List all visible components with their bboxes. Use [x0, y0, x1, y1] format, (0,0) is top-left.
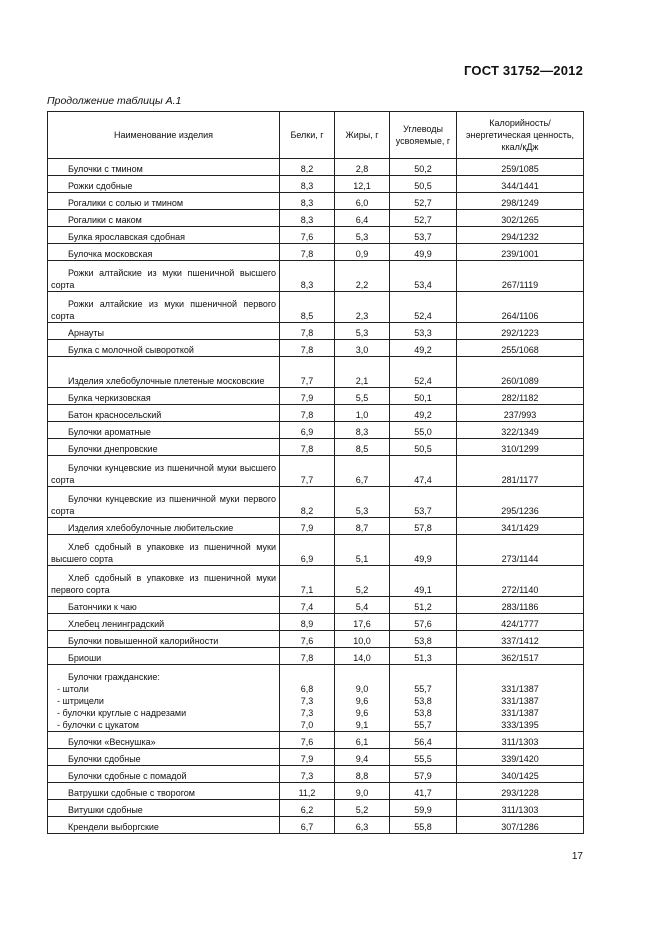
calories-cell: 310/1299 [457, 439, 584, 456]
product-name-cell [48, 210, 280, 227]
fat-cell: 8,8 [335, 766, 390, 783]
calories-cell: 281/1177 [457, 456, 584, 487]
carbs-cell: 59,9 [390, 800, 457, 817]
fat-cell: 5,1 [335, 535, 390, 566]
fat-cell: 9,4 [335, 749, 390, 766]
product-name-cell [48, 535, 280, 566]
product-name-cell [48, 193, 280, 210]
carbs-cell: 55,8 [390, 817, 457, 834]
protein-cell: 7,8 [280, 244, 335, 261]
fat-value: 9,6 [355, 708, 369, 718]
column-header-calories: Калорийность/ энергетическая ценность, ккал/кДж [457, 112, 584, 159]
product-name: Булочка московская [68, 249, 153, 259]
table-row [48, 227, 584, 244]
protein-cell: 7,6 [280, 227, 335, 244]
carbs-cell: 49,1 [390, 566, 457, 597]
product-name: Булочки кунцевские из пшеничной муки высшего сорта [51, 463, 276, 485]
product-name-cell [48, 614, 280, 631]
carbs-cell: 53,7 [390, 227, 457, 244]
fat-cell: 2,2 [335, 261, 390, 292]
product-name: Булочки с тмином [68, 164, 143, 174]
calories-cell: 293/1228 [457, 783, 584, 800]
calories-cell: 322/1349 [457, 422, 584, 439]
product-name-cell [48, 732, 280, 749]
column-header-protein: Белки, г [280, 112, 335, 159]
table-row [48, 261, 584, 292]
product-name-cell [48, 631, 280, 648]
product-name: Хлеб сдобный в упаковке из пшеничной муки высшего сорта [51, 542, 276, 564]
calories-cell: 255/1068 [457, 340, 584, 357]
product-name-cell [48, 422, 280, 439]
calories-cell: 344/1441 [457, 176, 584, 193]
table-row [48, 614, 584, 631]
calories-cell: 302/1265 [457, 210, 584, 227]
product-name: Булочки сдобные [68, 754, 141, 764]
product-name-cell [48, 159, 280, 176]
fat-cell: 8,5 [335, 439, 390, 456]
column-header-name: Наименование изделия [48, 112, 280, 159]
calories-cell: 307/1286 [457, 817, 584, 834]
table-row [48, 292, 584, 323]
product-name: Бриоши [68, 653, 102, 663]
product-name: Рожки алтайские из муки пшеничной высшего сорта [51, 268, 276, 290]
product-name: Арнауты [68, 328, 104, 338]
calories-cell: 239/1001 [457, 244, 584, 261]
product-name-cell [48, 518, 280, 535]
product-name-cell [48, 388, 280, 405]
table-header-row [48, 112, 584, 159]
page-number: 17 [571, 851, 583, 862]
sub-item-name: - булочки с цукатом [57, 720, 139, 730]
product-name: Батон красносельский [68, 410, 162, 420]
table-row [48, 566, 584, 597]
fat-value: 9,0 [355, 684, 369, 694]
fat-cell: 6,4 [335, 210, 390, 227]
product-name: Булка с молочной сывороткой [68, 345, 194, 355]
table-row [48, 665, 584, 732]
product-name-cell [48, 597, 280, 614]
table-row [48, 422, 584, 439]
table-row [48, 597, 584, 614]
carbs-cell: 56,4 [390, 732, 457, 749]
product-name-cell [48, 176, 280, 193]
table-row [48, 159, 584, 176]
protein-cell: 7,7 [280, 456, 335, 487]
product-name-cell [48, 566, 280, 597]
table-row [48, 817, 584, 834]
table-row [48, 323, 584, 340]
product-name: Булочки сдобные с помадой [68, 771, 187, 781]
carbs-cell: 52,7 [390, 193, 457, 210]
product-name-cell [48, 665, 280, 732]
product-name-cell [48, 648, 280, 665]
protein-cell: 6,7 [280, 817, 335, 834]
calories-cell: 282/1182 [457, 388, 584, 405]
table-row [48, 176, 584, 193]
calories-cell: 267/1119 [457, 261, 584, 292]
product-name-cell [48, 323, 280, 340]
calories-cell: 295/1236 [457, 487, 584, 518]
table-row [48, 405, 584, 422]
fat-cell: 5,3 [335, 227, 390, 244]
calories-cell: 341/1429 [457, 518, 584, 535]
product-name: Булочки «Веснушка» [68, 737, 156, 747]
protein-cell [280, 665, 335, 732]
carbs-cell: 55,0 [390, 422, 457, 439]
fat-cell: 2,1 [335, 357, 390, 388]
fat-cell: 5,3 [335, 487, 390, 518]
protein-cell: 8,5 [280, 292, 335, 323]
carbs-cell: 57,8 [390, 518, 457, 535]
protein-cell: 7,7 [280, 357, 335, 388]
carbs-value: 53,8 [414, 696, 432, 706]
calories-cell: 339/1420 [457, 749, 584, 766]
fat-value: 9,6 [355, 696, 369, 706]
fat-cell: 12,1 [335, 176, 390, 193]
protein-cell: 6,9 [280, 422, 335, 439]
sub-item-name: - штоли [57, 684, 89, 694]
calories-cell [457, 665, 584, 732]
product-name-cell [48, 800, 280, 817]
table-row [48, 749, 584, 766]
fat-cell: 5,3 [335, 323, 390, 340]
table-row [48, 357, 584, 388]
product-name-cell [48, 340, 280, 357]
fat-cell: 2,3 [335, 292, 390, 323]
table-row [48, 340, 584, 357]
document-code: ГОСТ 31752—2012 [464, 63, 583, 78]
protein-value: 7,3 [300, 708, 314, 718]
table-row [48, 783, 584, 800]
calories-cell: 424/1777 [457, 614, 584, 631]
table-row [48, 766, 584, 783]
fat-cell: 8,7 [335, 518, 390, 535]
calories-value: 331/1387 [501, 696, 539, 706]
protein-cell: 7,9 [280, 388, 335, 405]
product-name-cell [48, 227, 280, 244]
product-name-cell [48, 456, 280, 487]
calories-cell: 340/1425 [457, 766, 584, 783]
table-row [48, 244, 584, 261]
product-name: Булка черкизовская [68, 393, 151, 403]
carbs-cell: 52,7 [390, 210, 457, 227]
protein-cell: 8,2 [280, 487, 335, 518]
carbs-cell: 50,1 [390, 388, 457, 405]
protein-cell: 7,8 [280, 439, 335, 456]
calories-cell: 273/1144 [457, 535, 584, 566]
product-name-cell [48, 487, 280, 518]
calories-cell: 283/1186 [457, 597, 584, 614]
carbs-cell: 55,5 [390, 749, 457, 766]
sub-item-name: - штрицели [57, 696, 104, 706]
product-name: Булочки ароматные [68, 427, 151, 437]
fat-cell: 9,0 [335, 783, 390, 800]
protein-cell: 8,3 [280, 261, 335, 292]
product-name: Рогалики с маком [68, 215, 142, 225]
table-row [48, 456, 584, 487]
protein-cell: 11,2 [280, 783, 335, 800]
carbs-cell: 41,7 [390, 783, 457, 800]
product-name: Рогалики с солью и тмином [68, 198, 184, 208]
product-name-cell [48, 817, 280, 834]
product-name-cell [48, 439, 280, 456]
group-title: Булочки гражданские: [68, 672, 160, 682]
carbs-cell: 52,4 [390, 357, 457, 388]
fat-cell: 5,2 [335, 800, 390, 817]
nutrition-table [47, 111, 584, 834]
protein-cell: 6,2 [280, 800, 335, 817]
fat-cell [335, 665, 390, 732]
carbs-cell: 49,2 [390, 340, 457, 357]
calories-cell: 311/1303 [457, 800, 584, 817]
product-name: Витушки сдобные [68, 805, 143, 815]
product-name: Булочки кунцевские из пшеничной муки первого сорта [51, 494, 276, 516]
carbs-cell: 47,4 [390, 456, 457, 487]
protein-cell: 7,3 [280, 766, 335, 783]
protein-value: 7,3 [300, 696, 314, 706]
protein-cell: 8,3 [280, 176, 335, 193]
protein-cell: 8,3 [280, 210, 335, 227]
column-header-carbs: Углеводы усвояемые, г [390, 112, 457, 159]
table-body [48, 159, 584, 834]
protein-cell: 8,3 [280, 193, 335, 210]
table-row [48, 439, 584, 456]
product-name: Батончики к чаю [68, 602, 137, 612]
carbs-cell: 50,5 [390, 176, 457, 193]
fat-cell: 5,2 [335, 566, 390, 597]
product-name-cell [48, 357, 280, 388]
product-name-cell [48, 766, 280, 783]
sub-item-name: - булочки круглые с надрезами [57, 708, 187, 718]
protein-cell: 7,6 [280, 631, 335, 648]
calories-cell: 264/1106 [457, 292, 584, 323]
carbs-value: 55,7 [414, 720, 432, 730]
calories-cell: 272/1140 [457, 566, 584, 597]
carbs-cell: 52,4 [390, 292, 457, 323]
table-row [48, 732, 584, 749]
calories-cell: 362/1517 [457, 648, 584, 665]
carbs-value: 55,7 [414, 684, 432, 694]
protein-cell: 7,4 [280, 597, 335, 614]
product-name: Рожки алтайские из муки пшеничной первого сорта [51, 299, 276, 321]
carbs-cell: 53,7 [390, 487, 457, 518]
protein-cell: 8,2 [280, 159, 335, 176]
carbs-cell: 53,8 [390, 631, 457, 648]
calories-cell: 259/1085 [457, 159, 584, 176]
carbs-cell: 49,9 [390, 244, 457, 261]
carbs-cell [390, 665, 457, 732]
protein-cell: 7,8 [280, 648, 335, 665]
carbs-cell: 51,3 [390, 648, 457, 665]
product-name: Булочки повышенной калорийности [68, 636, 219, 646]
carbs-cell: 49,9 [390, 535, 457, 566]
table-row [48, 518, 584, 535]
protein-cell: 8,9 [280, 614, 335, 631]
calories-cell: 294/1232 [457, 227, 584, 244]
carbs-cell: 57,6 [390, 614, 457, 631]
fat-cell: 0,9 [335, 244, 390, 261]
protein-cell: 7,8 [280, 323, 335, 340]
table-caption: Продолжение таблицы А.1 [47, 95, 182, 107]
fat-cell: 8,3 [335, 422, 390, 439]
table-row [48, 535, 584, 566]
fat-cell: 6,7 [335, 456, 390, 487]
product-name-cell [48, 405, 280, 422]
product-name-cell [48, 783, 280, 800]
calories-cell: 298/1249 [457, 193, 584, 210]
fat-cell: 6,0 [335, 193, 390, 210]
fat-cell: 6,3 [335, 817, 390, 834]
product-name: Булочки днепровские [68, 444, 158, 454]
product-name-cell [48, 261, 280, 292]
protein-cell: 7,9 [280, 518, 335, 535]
fat-cell: 14,0 [335, 648, 390, 665]
protein-cell: 7,1 [280, 566, 335, 597]
fat-cell: 10,0 [335, 631, 390, 648]
product-name: Рожки сдобные [68, 181, 133, 191]
product-name-cell [48, 292, 280, 323]
product-name: Ватрушки сдобные с творогом [68, 788, 195, 798]
protein-cell: 6,9 [280, 535, 335, 566]
carbs-cell: 53,4 [390, 261, 457, 292]
fat-cell: 5,5 [335, 388, 390, 405]
table-row [48, 800, 584, 817]
carbs-cell: 57,9 [390, 766, 457, 783]
table-row [48, 631, 584, 648]
carbs-value: 53,8 [414, 708, 432, 718]
product-name: Изделия хлебобулочные любительские [68, 523, 234, 533]
protein-value: 6,8 [300, 684, 314, 694]
calories-cell: 292/1223 [457, 323, 584, 340]
product-name: Крендели выборгские [68, 822, 159, 832]
protein-value: 7,0 [300, 720, 314, 730]
table-row [48, 193, 584, 210]
product-name: Хлеб сдобный в упаковке из пшеничной муки первого сорта [51, 573, 276, 595]
product-name: Хлебец ленинградский [68, 619, 165, 629]
carbs-cell: 49,2 [390, 405, 457, 422]
calories-value: 333/1395 [501, 720, 539, 730]
product-name: Булка ярославская сдобная [68, 232, 185, 242]
fat-cell: 6,1 [335, 732, 390, 749]
protein-cell: 7,9 [280, 749, 335, 766]
table-row [48, 388, 584, 405]
protein-cell: 7,8 [280, 405, 335, 422]
calories-cell: 337/1412 [457, 631, 584, 648]
carbs-cell: 50,5 [390, 439, 457, 456]
table-row [48, 487, 584, 518]
carbs-cell: 51,2 [390, 597, 457, 614]
calories-cell: 260/1089 [457, 357, 584, 388]
product-name-cell [48, 244, 280, 261]
fat-cell: 5,4 [335, 597, 390, 614]
product-name-cell [48, 749, 280, 766]
table-row [48, 648, 584, 665]
fat-cell: 17,6 [335, 614, 390, 631]
calories-value: 331/1387 [501, 708, 539, 718]
protein-cell: 7,8 [280, 340, 335, 357]
carbs-cell: 53,3 [390, 323, 457, 340]
fat-cell: 1,0 [335, 405, 390, 422]
column-header-fat: Жиры, г [335, 112, 390, 159]
fat-cell: 2,8 [335, 159, 390, 176]
fat-value: 9,1 [355, 720, 369, 730]
protein-cell: 7,6 [280, 732, 335, 749]
carbs-cell: 50,2 [390, 159, 457, 176]
calories-value: 331/1387 [501, 684, 539, 694]
product-name: Изделия хлебобулочные плетеные московские [68, 376, 265, 386]
table-row [48, 210, 584, 227]
fat-cell: 3,0 [335, 340, 390, 357]
calories-cell: 237/993 [457, 405, 584, 422]
calories-cell: 311/1303 [457, 732, 584, 749]
